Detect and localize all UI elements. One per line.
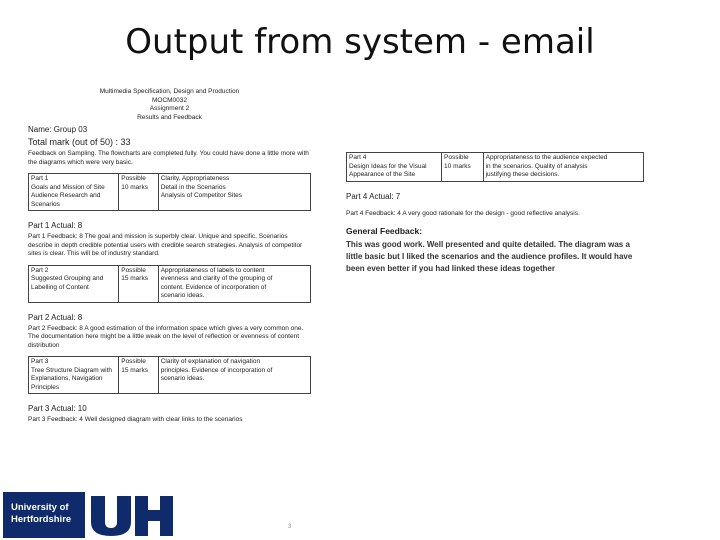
uh-mark-icon xyxy=(87,492,175,538)
criteria-cell: Clarity of explanation of navigation principles. Evidence of incorporation of scenario ideas. xyxy=(158,357,310,394)
doc-header-line: Multimedia Specification, Design and Production xyxy=(99,88,240,95)
page-number: 3 xyxy=(288,524,292,530)
criteria-cell: Part 3 Tree Structure Diagram with Explanations, Navigation Principles xyxy=(29,357,119,394)
h-letter-right xyxy=(160,496,173,536)
feedback-document-left xyxy=(28,88,311,425)
university-logo xyxy=(3,492,173,538)
part3-actual: Part 3 Actual: 10 xyxy=(28,404,87,413)
intro-feedback: Feedback on Sampling. The flowcharts are completed fully. You could have done a little more with the diagrams which were very basic. xyxy=(28,150,309,166)
doc-header-line: MOCM0032 xyxy=(151,96,188,104)
feedback-document-right xyxy=(346,146,644,275)
part1-criteria-table xyxy=(28,173,311,211)
part2-criteria-table xyxy=(28,265,311,303)
part3-feedback: Part 3 Feedback: 4 Well designed diagram with clear links to the scenarios xyxy=(28,416,243,423)
general-feedback-title: General Feedback: xyxy=(346,226,423,236)
criteria-cell: Part 2 Suggested Grouping and Labelling of Content xyxy=(29,265,119,302)
total-mark: Total mark (out of 50) : 33 xyxy=(28,137,131,147)
part3-criteria-table xyxy=(28,356,311,394)
criteria-cell: Possible 15 marks xyxy=(119,357,158,394)
criteria-cell: Part 4 Design Ideas for the Visual Appearance of the Site xyxy=(347,153,442,182)
doc-header xyxy=(28,88,311,122)
doc-header-line: Results and Feedback xyxy=(137,113,202,121)
part1-actual: Part 1 Actual: 8 xyxy=(28,221,83,230)
general-feedback-text: This was good work. Well presented and quite detailed. The diagram was a little basic but I liked the scenarios and the audience profiles. It would have been even better if you had linked these ideas together xyxy=(346,240,633,273)
slide-title: Output from system - email xyxy=(125,22,595,62)
criteria-cell: Possible 10 marks xyxy=(442,153,484,182)
criteria-cell: Appropriateness to the audience expected in the scenarios. Quality of analysis justifying these decisions. xyxy=(483,153,643,182)
criteria-cell: Part 1 Goals and Mission of Site Audience Research and Scenarios xyxy=(29,174,119,211)
part4-actual: Part 4 Actual: 7 xyxy=(346,191,401,201)
part4-criteria-table xyxy=(346,152,644,182)
criteria-cell: Appropriateness of labels to content evenness and clarity of the grouping of content. Evidence of incorporation of scenario ideas. xyxy=(158,265,310,302)
criteria-cell: Clarity, Appropriateness Detail in the Scenarios Analysis of Competitor Sites xyxy=(158,174,310,211)
doc-header-line: Assignment 2 xyxy=(149,105,190,112)
u-letter-shape xyxy=(91,496,131,536)
part1-feedback: Part 1 Feedback: 8 The goal and mission is superbly clear. Unique and specific. Scenarios describe in depth credible potential users with credible search strategies. Analysis of competitor sites is clear. This will be of industry standard. xyxy=(28,233,303,257)
part2-feedback: Part 2 Feedback: 8 A good estimation of the information space which gives a very common one. The documentation here might be a little weak on the level of reflection or evenness of content distribution xyxy=(28,324,304,349)
criteria-cell: Possible 10 marks xyxy=(119,174,158,211)
h-letter-left xyxy=(135,496,148,536)
part4-feedback: Part 4 Feedback: 4 A very good rationale for the design - good reflective analysis. xyxy=(346,209,580,217)
group-name: Name: Group 03 xyxy=(28,125,88,134)
h-letter-bar xyxy=(148,510,160,521)
university-name: University of Hertfordshire xyxy=(3,492,85,538)
criteria-cell: Possible 15 marks xyxy=(119,265,158,302)
part2-actual: Part 2 Actual: 8 xyxy=(28,312,83,322)
